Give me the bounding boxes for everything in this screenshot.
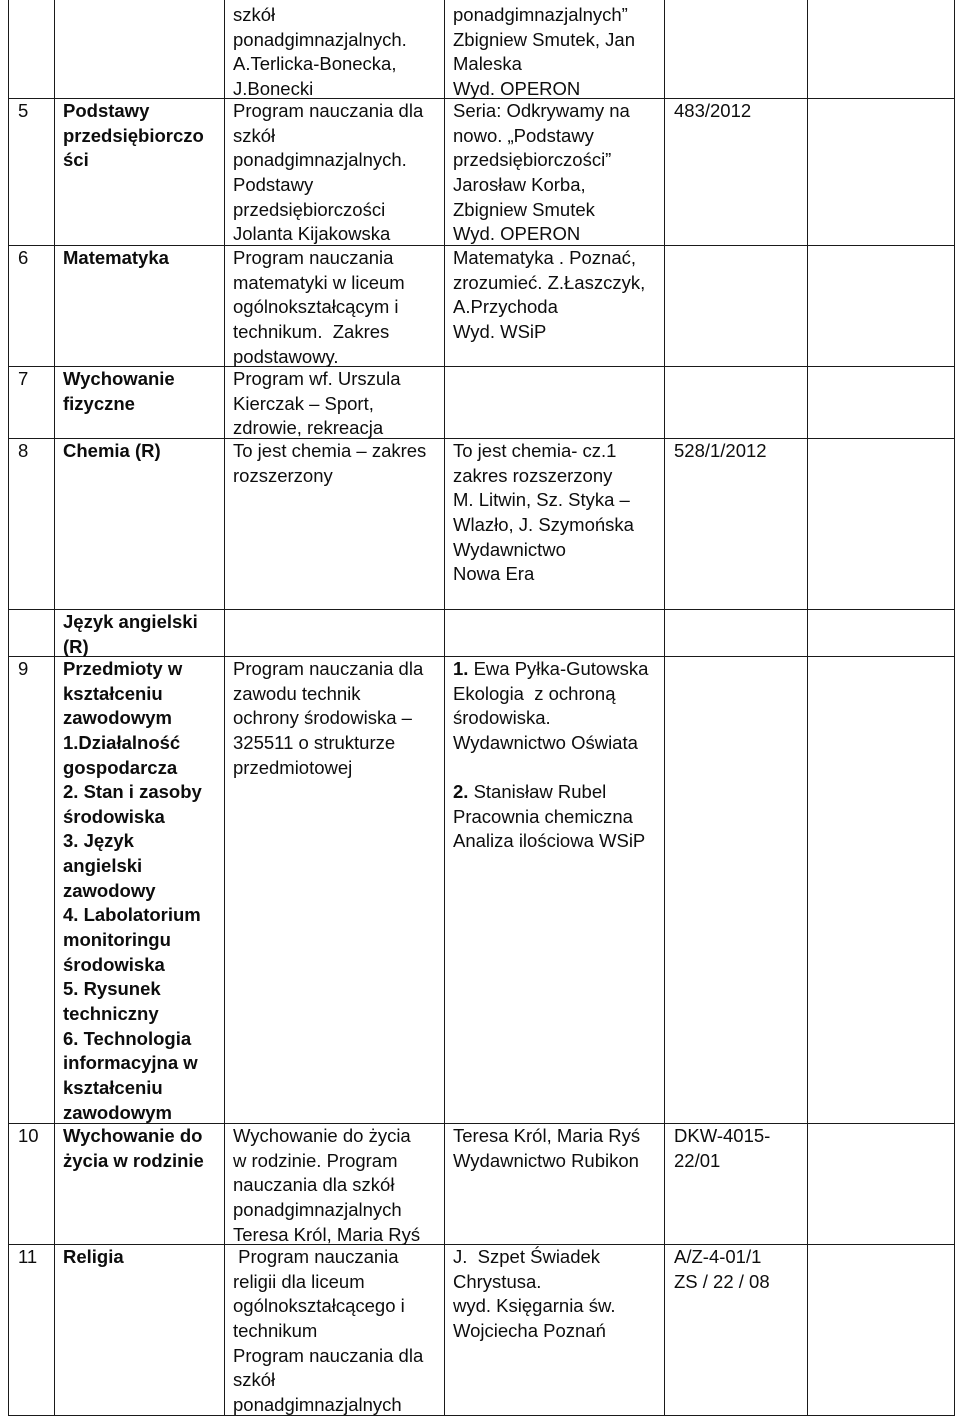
cell-line: Teresa Król, Maria Ryś xyxy=(233,1223,421,1245)
cell-line: ponadgimnazjalnych. xyxy=(233,149,407,171)
cell-line: A.Terlicka-Bonecka, xyxy=(233,53,397,75)
cell-approval-number xyxy=(665,657,808,1123)
cell-line: Chrystusa. xyxy=(453,1270,542,1292)
cell-number xyxy=(8,657,55,1123)
cell-line: matematyki w liceum xyxy=(233,271,405,293)
cell-program xyxy=(225,246,445,366)
cell-line: Wlazło, J. Szymońska xyxy=(453,513,634,535)
cell-line: Jarosław Korba, xyxy=(453,173,586,195)
cell-line: J.Bonecki xyxy=(233,77,314,99)
cell-line: środowiska xyxy=(63,805,165,827)
cell-line: Program wf. Urszula xyxy=(233,368,401,389)
cell-line: 325511 o strukturze xyxy=(233,731,396,753)
cell-program xyxy=(225,0,445,98)
cell-line: Religia xyxy=(63,1246,124,1267)
cell-number xyxy=(8,610,55,656)
cell-approval-number xyxy=(665,367,808,438)
cell-number xyxy=(8,246,55,366)
cell-line: zawodowym xyxy=(63,707,172,729)
cell-number xyxy=(8,1245,55,1415)
cell-textbook xyxy=(445,99,665,245)
cell-line: Przedmioty w xyxy=(63,658,183,679)
cell-line: Podstawy xyxy=(63,100,150,121)
cell-text: 6 xyxy=(18,247,29,268)
cell-line: nauczania dla szkół xyxy=(233,1174,395,1196)
cell-number xyxy=(8,99,55,245)
cell-line: szkół xyxy=(233,4,276,25)
cell-line: przedsiębiorczo xyxy=(63,124,204,146)
cell-subject xyxy=(55,610,225,656)
cell-line: Wydawnictwo Oświata xyxy=(453,731,638,753)
cell-line: Matematyka . Poznać, xyxy=(453,247,637,268)
cell-program xyxy=(225,1245,445,1415)
cell-program xyxy=(225,439,445,609)
cell-line-number: 2. xyxy=(453,781,469,803)
cell-line: ści xyxy=(63,149,89,171)
cell-line: technikum xyxy=(233,1319,318,1341)
cell-line: Seria: Odkrywamy na xyxy=(453,100,630,121)
cell-approval-number xyxy=(665,610,808,656)
cell-text: 9 xyxy=(18,658,29,679)
table-row xyxy=(8,657,955,1124)
cell-line: ponadgimnazjalnych xyxy=(233,1198,402,1220)
cell-line: Program nauczania xyxy=(233,247,394,268)
cell-line: rozszerzony xyxy=(233,464,333,486)
cell-line: ponadgimnazjalnych” xyxy=(453,4,628,25)
cell-textbook xyxy=(445,246,665,366)
table-row xyxy=(8,439,955,610)
cell-line: M. Litwin, Sz. Styka – xyxy=(453,489,630,511)
cell-line: Wydawnictwo Rubikon xyxy=(453,1149,639,1171)
cell-line: ochrony środowiska – xyxy=(233,707,412,729)
cell-line: Nowa Era xyxy=(453,563,535,585)
cell-notes xyxy=(808,0,955,98)
table-row xyxy=(8,367,955,439)
cell-line: Wyd. OPERON xyxy=(453,77,581,99)
cell-textbook xyxy=(445,367,665,438)
cell-line: środowiska. xyxy=(453,707,551,729)
cell-line: Pracownia chemiczna xyxy=(453,805,633,827)
cell-line: Analiza ilościowa WSiP xyxy=(453,830,646,852)
cell-line: przedsiębiorczości xyxy=(233,198,386,220)
cell-number xyxy=(8,1124,55,1244)
cell-textbook xyxy=(445,439,665,609)
cell-line: Wychowanie do xyxy=(63,1125,203,1146)
cell-line: ZS / 22 / 08 xyxy=(674,1270,770,1292)
cell-textbook xyxy=(445,0,665,98)
cell-line: 6. Technologia xyxy=(63,1027,192,1049)
cell-line: przedmiotowej xyxy=(233,756,353,778)
cell-line: Program nauczania dla xyxy=(233,658,424,679)
cell-program xyxy=(225,657,445,1123)
cell-textbook xyxy=(445,1245,665,1415)
cell-line: Zbigniew Smutek xyxy=(453,198,595,220)
cell-line: technikum. Zakres xyxy=(233,320,390,342)
cell-line: 528/1/2012 xyxy=(674,440,767,461)
cell-notes xyxy=(808,246,955,366)
cell-approval-number xyxy=(665,99,808,245)
cell-line: kształceniu xyxy=(63,1076,163,1098)
cell-subject xyxy=(55,439,225,609)
cell-line: Wychowanie xyxy=(63,368,175,389)
cell-number xyxy=(8,439,55,609)
cell-text xyxy=(18,3,54,28)
cell-approval-number xyxy=(665,439,808,609)
cell-subject xyxy=(55,367,225,438)
cell-line: nowo. „Podstawy xyxy=(453,124,594,146)
table-row xyxy=(8,246,955,367)
cell-text: 5 xyxy=(18,100,29,121)
table-row xyxy=(8,99,955,246)
cell-line: 2. Stan i zasoby xyxy=(63,781,202,803)
cell-approval-number xyxy=(665,246,808,366)
cell-approval-number xyxy=(665,1124,808,1244)
cell-notes xyxy=(808,99,955,245)
cell-notes xyxy=(808,1124,955,1244)
cell-line: Ekologia z ochroną xyxy=(453,682,616,704)
cell-line: To jest chemia- cz.1 xyxy=(453,440,617,461)
cell-subject xyxy=(55,99,225,245)
cell-line-text: Ewa Pyłka-Gutowska xyxy=(468,658,649,679)
cell-line xyxy=(453,780,664,805)
cell-line: Wyd. OPERON xyxy=(453,223,581,245)
cell-textbook xyxy=(445,1124,665,1244)
cell-line: (R) xyxy=(63,635,89,657)
cell-line: zawodowy xyxy=(63,879,156,901)
cell-line: Podstawy xyxy=(233,173,314,195)
cell-line xyxy=(453,756,664,781)
cell-subject xyxy=(55,246,225,366)
cell-line: wyd. Księgarnia św. xyxy=(453,1295,616,1317)
cell-line: 4. Labolatorium xyxy=(63,904,201,926)
cell-line: fizyczne xyxy=(63,392,135,414)
cell-line: Jolanta Kijakowska xyxy=(233,223,391,245)
cell-program xyxy=(225,367,445,438)
cell-line: religii dla liceum xyxy=(233,1270,365,1292)
cell-textbook xyxy=(445,657,665,1123)
cell-line: Język angielski xyxy=(63,611,198,632)
cell-subject xyxy=(55,1245,225,1415)
cell-line: monitoringu xyxy=(63,929,171,951)
cell-line: zdrowie, rekreacja xyxy=(233,417,384,439)
cell-line: Program nauczania dla xyxy=(233,1344,424,1366)
cell-line: gospodarcza xyxy=(63,756,178,778)
cell-subject xyxy=(55,1124,225,1244)
cell-program xyxy=(225,99,445,245)
cell-number xyxy=(8,0,55,98)
cell-notes xyxy=(808,1245,955,1415)
cell-line: Program nauczania xyxy=(233,1246,399,1267)
cell-line: szkół xyxy=(233,124,276,146)
cell-line: zakres rozszerzony xyxy=(453,464,613,486)
cell-line: ogólnokształcącego i xyxy=(233,1295,405,1317)
cell-line: Chemia (R) xyxy=(63,440,161,461)
cell-line: Wyd. WSiP xyxy=(453,320,547,342)
cell-line: podstawowy. xyxy=(233,345,339,367)
cell-line: Wojciecha Poznań xyxy=(453,1319,606,1341)
cell-subject xyxy=(55,0,225,98)
cell-text xyxy=(18,610,54,635)
cell-program xyxy=(225,610,445,656)
cell-text: 7 xyxy=(18,368,29,389)
cell-textbook xyxy=(445,610,665,656)
program-table xyxy=(8,0,955,1416)
cell-subject xyxy=(55,657,225,1123)
cell-approval-number xyxy=(665,1245,808,1415)
table-row xyxy=(8,1124,955,1245)
cell-line: Wydawnictwo xyxy=(453,538,566,560)
cell-text: 8 xyxy=(18,440,29,461)
cell-line: Maleska xyxy=(453,53,522,75)
cell-line: Program nauczania dla xyxy=(233,100,424,121)
cell-line: Zbigniew Smutek, Jan xyxy=(453,28,636,50)
cell-notes xyxy=(808,610,955,656)
cell-line: ogólnokształcącym i xyxy=(233,296,399,318)
cell-program xyxy=(225,1124,445,1244)
cell-line: To jest chemia – zakres xyxy=(233,440,427,461)
cell-line: zrozumieć. Z.Łaszczyk, xyxy=(453,271,646,293)
cell-line: kształceniu xyxy=(63,682,163,704)
cell-line: w rodzinie. Program xyxy=(233,1149,398,1171)
cell-line: A.Przychoda xyxy=(453,296,558,318)
cell-line: J. Szpet Świadek xyxy=(453,1246,601,1267)
cell-line: Wychowanie do życia xyxy=(233,1125,411,1146)
cell-line: 5. Rysunek xyxy=(63,978,161,1000)
cell-line: życia w rodzinie xyxy=(63,1149,204,1171)
cell-line: 3. Język xyxy=(63,830,134,852)
cell-line: zawodu technik xyxy=(233,682,361,704)
cell-line: Teresa Król, Maria Ryś xyxy=(453,1125,641,1146)
cell-line: Kierczak – Sport, xyxy=(233,392,374,414)
table-row xyxy=(8,1245,955,1416)
cell-line: środowiska xyxy=(63,953,165,975)
table-row xyxy=(8,610,955,657)
cell-line: ponadgimnazjalnych xyxy=(233,1393,402,1415)
cell-line: ponadgimnazjalnych. xyxy=(233,28,407,50)
cell-line-number: 1. xyxy=(453,658,469,679)
cell-line: zawodowym xyxy=(63,1101,172,1123)
cell-line: angielski xyxy=(63,855,143,877)
cell-line: A/Z-4-01/1 xyxy=(674,1246,762,1267)
table-row xyxy=(8,0,955,99)
cell-line: 1.Działalność xyxy=(63,731,181,753)
cell-line-text: Stanisław Rubel xyxy=(468,781,607,803)
cell-line: informacyjna w xyxy=(63,1052,198,1074)
cell-line: DKW-4015- xyxy=(674,1125,771,1146)
cell-line: 483/2012 xyxy=(674,100,752,121)
cell-line: przedsiębiorczości” xyxy=(453,149,612,171)
cell-text: 11 xyxy=(18,1246,38,1267)
cell-number xyxy=(8,367,55,438)
cell-line: techniczny xyxy=(63,1002,159,1024)
cell-line: Matematyka xyxy=(63,247,169,268)
cell-notes xyxy=(808,367,955,438)
cell-approval-number xyxy=(665,0,808,98)
cell-line xyxy=(453,657,664,682)
cell-line: szkół xyxy=(233,1369,276,1391)
cell-text: 10 xyxy=(18,1125,39,1146)
cell-notes xyxy=(808,657,955,1123)
cell-line: 22/01 xyxy=(674,1149,721,1171)
cell-notes xyxy=(808,439,955,609)
